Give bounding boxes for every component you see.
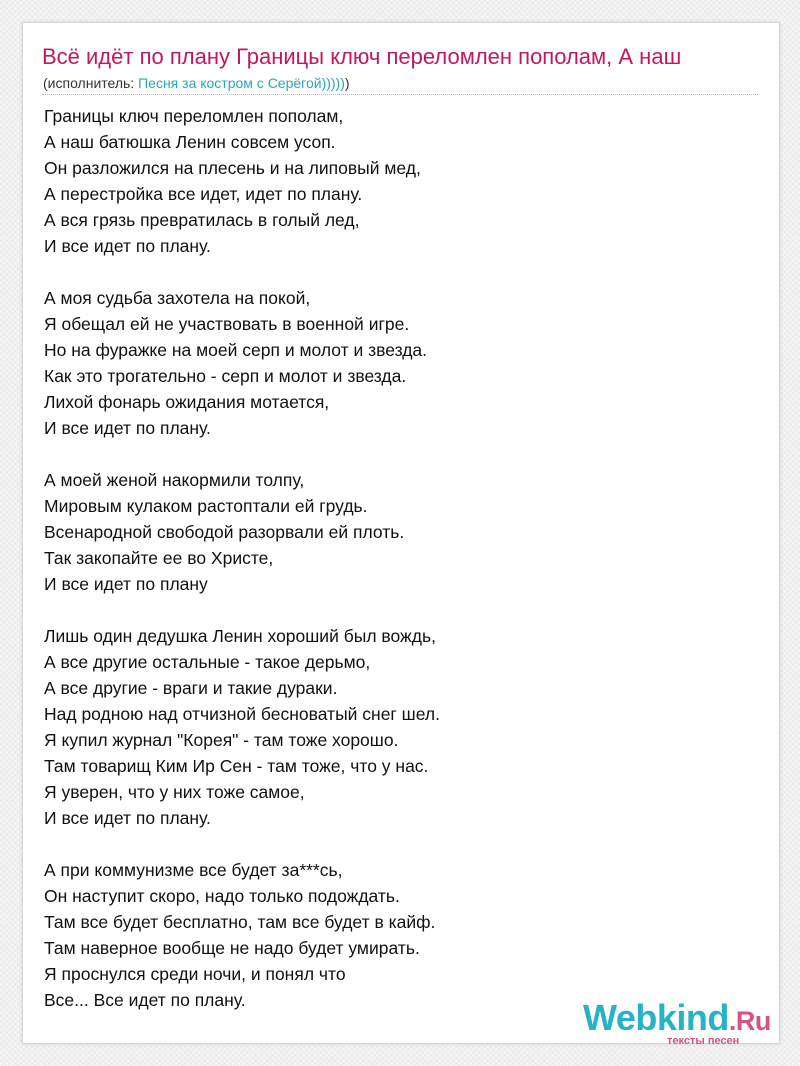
lyric-line: А все другие - враги и такие дураки. (44, 678, 338, 698)
artist-link[interactable]: Песня за костром с Серёгой))))) (138, 75, 345, 91)
lyric-line: Там все будет бесплатно, там все будет в кайф. (44, 912, 436, 932)
lyric-line: Лишь один дедушка Ленин хороший был вождь, (44, 626, 436, 646)
logo-tagline: тексты песен (667, 1035, 740, 1047)
logo-ru-text: .Ru (728, 1006, 771, 1036)
lyrics-text (44, 103, 744, 1039)
lyric-line: Я купил журнал "Корея" - там тоже хорошо. (44, 730, 399, 750)
lyric-line: Границы ключ переломлен пополам, (44, 106, 344, 126)
lyric-line: Я обещал ей не участвовать в военной игре. (44, 314, 410, 334)
lyric-line: А перестройка все идет, идет по плану. (44, 184, 363, 204)
artist-suffix: ) (344, 75, 350, 91)
lyric-line: А все другие остальные - такое дерьмо, (44, 652, 371, 672)
header-divider (42, 94, 758, 95)
lyric-line: А вся грязь превратилась в голый лед, (44, 210, 360, 230)
lyric-line: Мировым кулаком растоптали ей грудь. (44, 496, 368, 516)
lyric-line: Всенародной свободой разорвали ей плоть. (44, 522, 405, 542)
lyric-line: Я проснулся среди ночи, и понял что (44, 964, 346, 984)
stanza (44, 103, 744, 259)
lyric-line: Он разложился на плесень и на липовый мед, (44, 158, 421, 178)
lyric-line: Там товарищ Ким Ир Сен - там тоже, что у нас. (44, 756, 429, 776)
artist-line (43, 74, 350, 92)
lyric-line: И все идет по плану. (44, 236, 211, 256)
lyric-line: Все... Все идет по плану. (44, 990, 246, 1010)
lyric-line: Так закопайте ее во Христе, (44, 548, 274, 568)
stanza (44, 857, 744, 1013)
lyric-line: А моей женой накормили толпу, (44, 470, 305, 490)
logo-main-text: Webkind (583, 997, 729, 1038)
webkind-logo[interactable] (583, 998, 783, 1046)
lyric-line: А при коммунизме все будет за***сь, (44, 860, 343, 880)
artist-prefix: (исполнитель: (43, 75, 139, 91)
stanza (44, 467, 744, 597)
lyric-line: А наш батюшка Ленин совсем усоп. (44, 132, 336, 152)
lyric-line: И все идет по плану. (44, 808, 211, 828)
lyric-line: И все идет по плану. (44, 418, 211, 438)
stanza (44, 623, 744, 831)
lyric-line: Там наверное вообще не надо будет умирать. (44, 938, 420, 958)
lyric-line: Я уверен, что у них тоже самое, (44, 782, 305, 802)
stanza (44, 285, 744, 441)
song-title: Всё идёт по плану Границы ключ переломлен пополам, А наш (42, 44, 682, 69)
lyrics-page (22, 22, 780, 1047)
lyric-line: Над родною над отчизной бесноватый снег шел. (44, 704, 440, 724)
lyric-line: Но на фуражке на моей серп и молот и звезда. (44, 340, 428, 360)
lyric-line: Как это трогательно - серп и молот и звезда. (44, 366, 407, 386)
lyric-line: А моя судьба захотела на покой, (44, 288, 311, 308)
lyric-line: И все идет по плану (44, 574, 208, 594)
lyric-line: Он наступит скоро, надо только подождать. (44, 886, 400, 906)
lyric-line: Лихой фонарь ожидания мотается, (44, 392, 330, 412)
